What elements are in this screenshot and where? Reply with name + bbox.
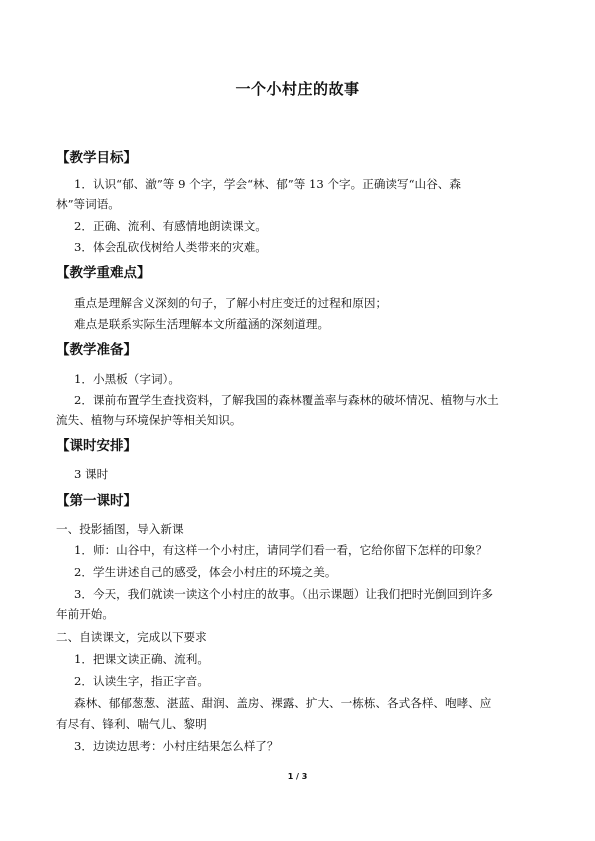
section-heading-goals: 【教学目标】 <box>56 150 137 166</box>
section-heading-schedule: 【课时安排】 <box>56 438 137 454</box>
section-heading-key-points: 【教学重难点】 <box>56 265 151 281</box>
goals-line-2: 林”等词语。 <box>56 197 120 211</box>
key-points-line-1: 重点是理解含义深刻的句子，了解小村庄变迁的过程和原因； <box>74 296 388 310</box>
first-lesson-line-7: 1．把课文读正确、流利。 <box>74 652 209 666</box>
first-lesson-line-5: 年前开始。 <box>56 607 114 621</box>
goals-line-1: 1．认识“郁、澈”等 9 个字，学会“林、郁”等 13 个字。正确读写“山谷、森 <box>74 177 461 191</box>
first-lesson-line-2: 1．师：山谷中，有这样一个小村庄，请同学们看一看，它给你留下怎样的印象？ <box>74 543 488 557</box>
preparation-line-1: 1．小黑板（字词）。 <box>74 372 180 386</box>
section-heading-first-lesson: 【第一课时】 <box>56 493 137 509</box>
first-lesson-line-10: 有尽有、锋利、喘气儿、黎明 <box>56 717 207 731</box>
schedule-line-1: 3 课时 <box>74 467 109 481</box>
first-lesson-line-6: 二、自读课文，完成以下要求 <box>56 630 207 644</box>
preparation-line-2: 2．课前布置学生查找资料，了解我国的森林覆盖率与森林的破坏情况、植物与水土 <box>74 393 499 407</box>
section-heading-preparation: 【教学准备】 <box>56 342 137 358</box>
goals-line-3: 2．正确、流利、有感情地朗读课文。 <box>74 219 267 233</box>
first-lesson-line-4: 3．今天，我们就读一读这个小村庄的故事。（出示课题）让我们把时光倒回到许多 <box>74 587 493 601</box>
document-title: 一个小村庄的故事 <box>235 80 360 98</box>
first-lesson-line-1: 一、投影插图，导入新课 <box>56 522 184 536</box>
key-points-line-2: 难点是联系实际生活理解本文所蕴涵的深刻道理。 <box>74 317 330 331</box>
first-lesson-line-3: 2．学生讲述自己的感受，体会小村庄的环境之美。 <box>74 565 337 579</box>
goals-line-4: 3．体会乱砍伐树给人类带来的灾难。 <box>74 240 267 254</box>
preparation-line-3: 流失、植物与环境保护等相关知识。 <box>56 413 242 427</box>
first-lesson-line-8: 2．认读生字，指正字音。 <box>74 674 209 688</box>
first-lesson-line-11: 3．边读边思考：小村庄结果怎么样了？ <box>74 739 279 753</box>
page-number: 1 / 3 <box>287 772 308 781</box>
first-lesson-line-9: 森林、郁郁葱葱、湛蓝、甜润、盖房、裸露、扩大、一栋栋、各式各样、咆哮、应 <box>74 696 492 710</box>
